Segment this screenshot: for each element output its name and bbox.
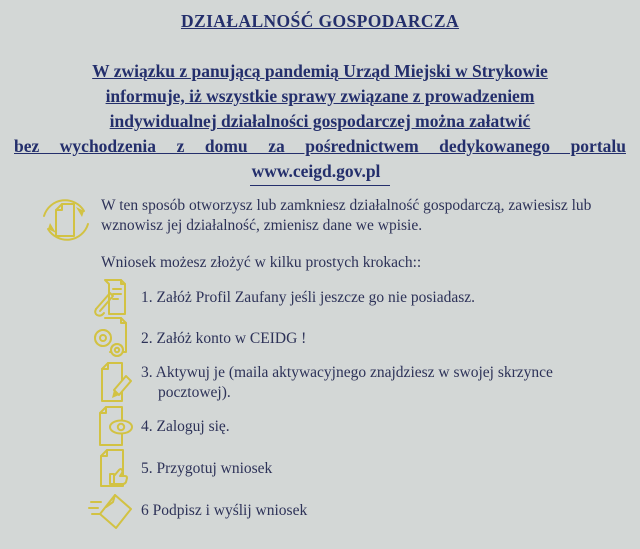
- step-item: [88, 359, 628, 406]
- document-sync-icon: [37, 191, 97, 251]
- step-text: 1. Załóż Profil Zaufany jeśli jeszcze go nie posiadasz.: [141, 289, 475, 307]
- step-text-line-2: pocztowej).: [158, 383, 231, 401]
- info-text: W ten sposób otworzysz lub zamkniesz działalność gospodarczą, zawiesisz lub wznowisz jej działalność, zmienisz dane we wpisie.: [101, 197, 592, 234]
- info-block: [37, 189, 617, 251]
- document-gears-icon: [88, 316, 134, 362]
- page-title: DZIAŁALNOŚĆ GOSPODARCZA: [180, 11, 460, 31]
- intro-paragraph: [0, 59, 640, 186]
- steps-list: [88, 278, 628, 533]
- step-item: [88, 489, 628, 533]
- portal-url[interactable]: www.ceigd.gov.pl: [0, 159, 640, 186]
- intro-line-2: informuje, iż wszystkie sprawy związane z prowadzeniem: [105, 86, 535, 106]
- intro-line-4: bez wychodzenia z domu za pośrednictwem dedykowanego portalu: [14, 136, 626, 156]
- document-edit-icon: [88, 359, 134, 405]
- step-item: [88, 448, 628, 489]
- intro-line-1: W związku z panującą pandemią Urząd Miejski w Strykowie: [92, 61, 548, 81]
- document-thumbsup-icon: [88, 446, 134, 492]
- step-text: 4. Zaloguj się.: [141, 418, 230, 436]
- step-item: [88, 318, 628, 359]
- intro-line-3: indywidualnej działalności gospodarczej można załatwić: [109, 111, 531, 131]
- step-text: 2. Załóż konto w CEIDG !: [141, 329, 307, 347]
- steps-heading: Wniosek możesz złożyć w kilku prostych krokach::: [101, 254, 422, 271]
- send-document-icon: [88, 488, 134, 534]
- step-item: [88, 406, 628, 448]
- step-item: [88, 278, 628, 318]
- step-text: 6 Podpisz i wyślij wniosek: [141, 502, 308, 520]
- form-hand-icon: [88, 275, 134, 321]
- document-eye-icon: [88, 404, 134, 450]
- step-text: 3. Aktywuj je (maila aktywacyjnego znajdziesz w swojej skrzynce pocztowej).: [141, 364, 553, 401]
- step-text: 5. Przygotuj wniosek: [141, 459, 273, 477]
